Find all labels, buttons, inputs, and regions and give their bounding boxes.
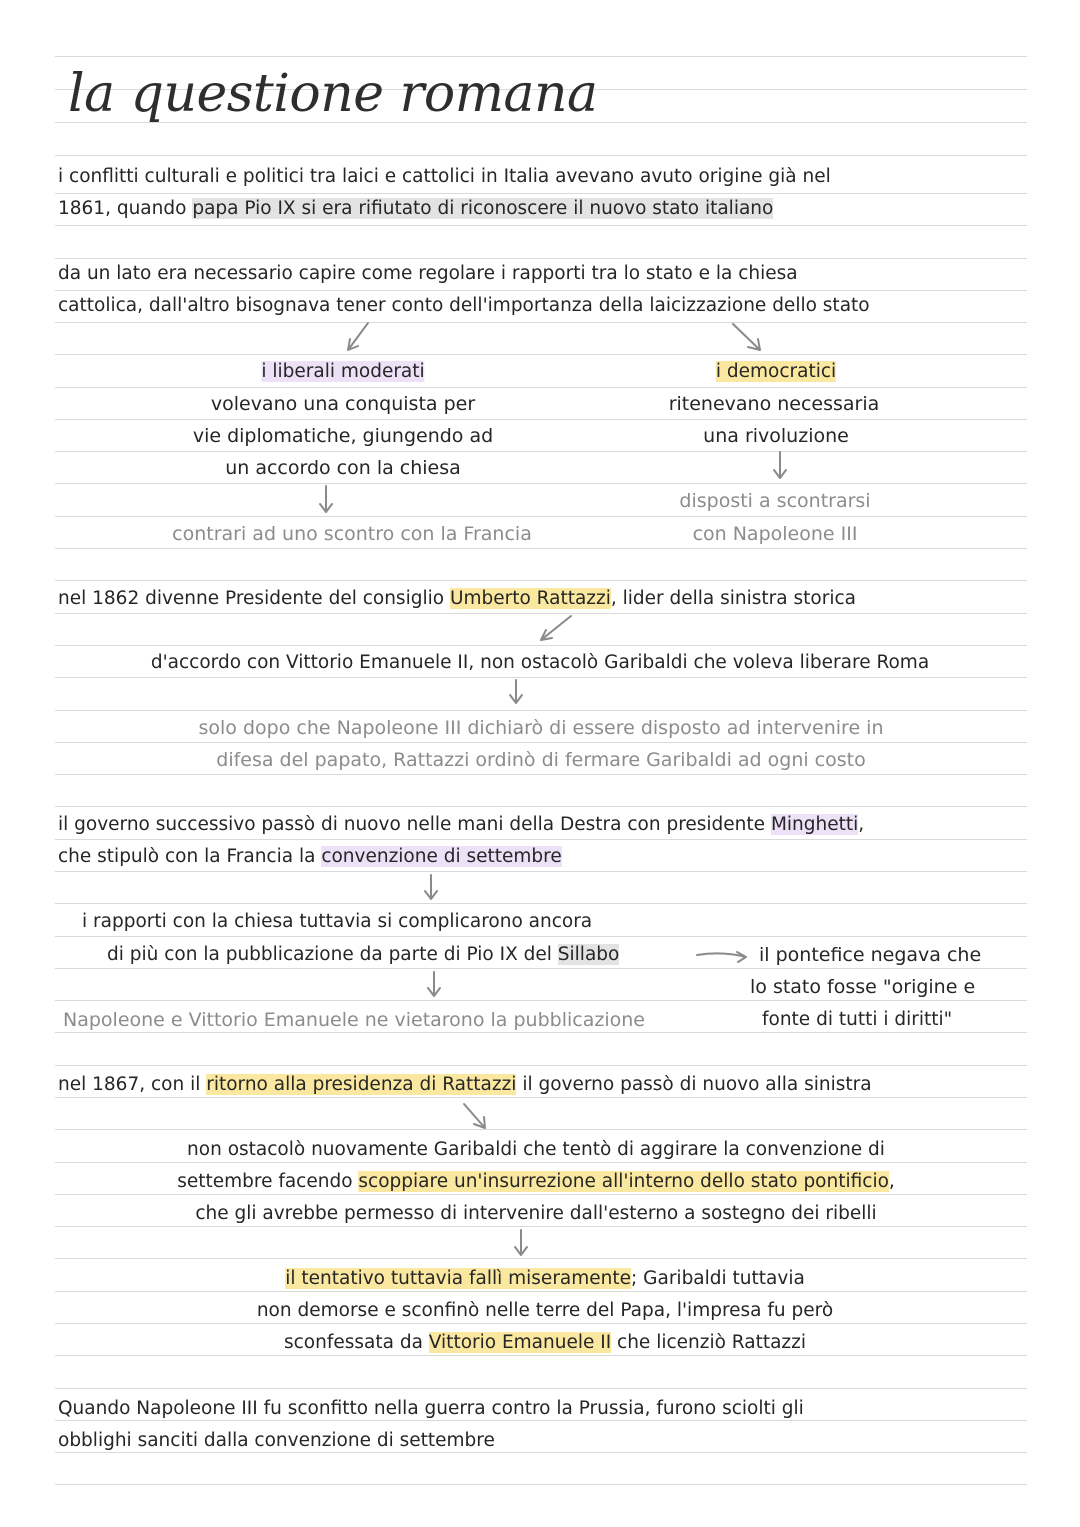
fail-line-1: il tentativo tuttavia fallì miseramente; Garibaldi tuttavia	[285, 1268, 805, 1289]
sillabo-side-3: fonte di tutti i diritti"	[762, 1009, 953, 1030]
fail-line-3: sconfessata da Vittorio Emanuele II che licenziò Rattazzi	[284, 1332, 806, 1353]
rattazzi-1867-step-2: settembre facendo scoppiare un'insurrezione all'interno dello stato pontificio,	[177, 1171, 895, 1192]
sillabo-line-2: di più con la pubblicazione da parte di Pio IX del Sillabo	[107, 944, 620, 965]
dilemma-line-2: cattolica, dall'altro bisognava tener conto dell'importanza della laicizzazione dello stato	[58, 295, 870, 316]
liberali-consequence: contrari ad uno scontro con la Francia	[172, 523, 532, 545]
liberali-line-1: volevano una conquista per	[210, 393, 476, 415]
sillabo-side-1: il pontefice negava che	[759, 944, 982, 966]
minghetti-line-2: che stipulò con la Francia la convenzione di settembre	[58, 846, 562, 867]
sillabo-line-1: i rapporti con la chiesa tuttavia si complicarono ancora	[82, 911, 593, 932]
democratici-consequence-2: con Napoleone III	[692, 523, 858, 545]
page-title: la questione romana	[68, 64, 598, 124]
democratici-consequence-1: disposti a scontrarsi	[679, 490, 871, 512]
rattazzi-1867-step-1: non ostacolò nuovamente Garibaldi che tentò di aggirare la convenzione di	[187, 1139, 885, 1160]
liberali-heading: i liberali moderati	[261, 361, 425, 382]
rattazzi-1862-step: d'accordo con Vittorio Emanuele II, non ostacolò Garibaldi che voleva liberare Roma	[150, 652, 930, 673]
democratici-heading: i democratici	[715, 361, 837, 382]
conclusion-line-2: obblighi sanciti dalla convenzione di settembre	[58, 1430, 495, 1451]
liberali-line-3: un accordo con la chiesa	[225, 457, 461, 479]
rattazzi-1867-step-3: che gli avrebbe permesso di intervenire dall'esterno a sostegno dei ribelli	[195, 1203, 877, 1224]
intro-highlight: papa Pio IX si era rifiutato di riconoscere il nuovo stato italiano	[192, 198, 774, 219]
intro-line-2: 1861, quando papa Pio IX si era rifiutato di riconoscere il nuovo stato italiano	[58, 198, 774, 219]
conclusion-line-1: Quando Napoleone III fu sconfitto nella guerra contro la Prussia, furono sciolti gli	[58, 1398, 804, 1419]
sillabo-side-2: lo stato fosse "origine e	[750, 976, 976, 998]
rattazzi-1862-result-1: solo dopo che Napoleone III dichiarò di essere disposto ad intervenire in	[198, 717, 884, 739]
sillabo-result: Napoleone e Vittorio Emanuele ne vietarono la pubblicazione	[63, 1009, 645, 1031]
intro-line-1: i conflitti culturali e politici tra laici e cattolici in Italia avevano avuto origine già nel	[58, 166, 831, 187]
minghetti-line-1: il governo successivo passò di nuovo nelle mani della Destra con presidente Minghetti,	[58, 814, 865, 835]
rattazzi-1867-line: nel 1867, con il ritorno alla presidenza di Rattazzi il governo passò di nuovo alla sinistra	[58, 1074, 872, 1095]
fail-line-2: non demorse e sconfinò nelle terre del Papa, l'impresa fu però	[256, 1300, 834, 1321]
rattazzi-1862-line: nel 1862 divenne Presidente del consiglio Umberto Rattazzi, lider della sinistra storica	[58, 588, 856, 609]
democratici-line-1: ritenevano necessaria	[668, 393, 880, 415]
rattazzi-1862-result-2: difesa del papato, Rattazzi ordinò di fermare Garibaldi ad ogni costo	[216, 749, 866, 771]
democratici-line-2: una rivoluzione	[703, 425, 849, 447]
dilemma-line-1: da un lato era necessario capire come regolare i rapporti tra lo stato e la chiesa	[58, 263, 798, 284]
liberali-line-2: vie diplomatiche, giungendo ad	[192, 425, 494, 447]
